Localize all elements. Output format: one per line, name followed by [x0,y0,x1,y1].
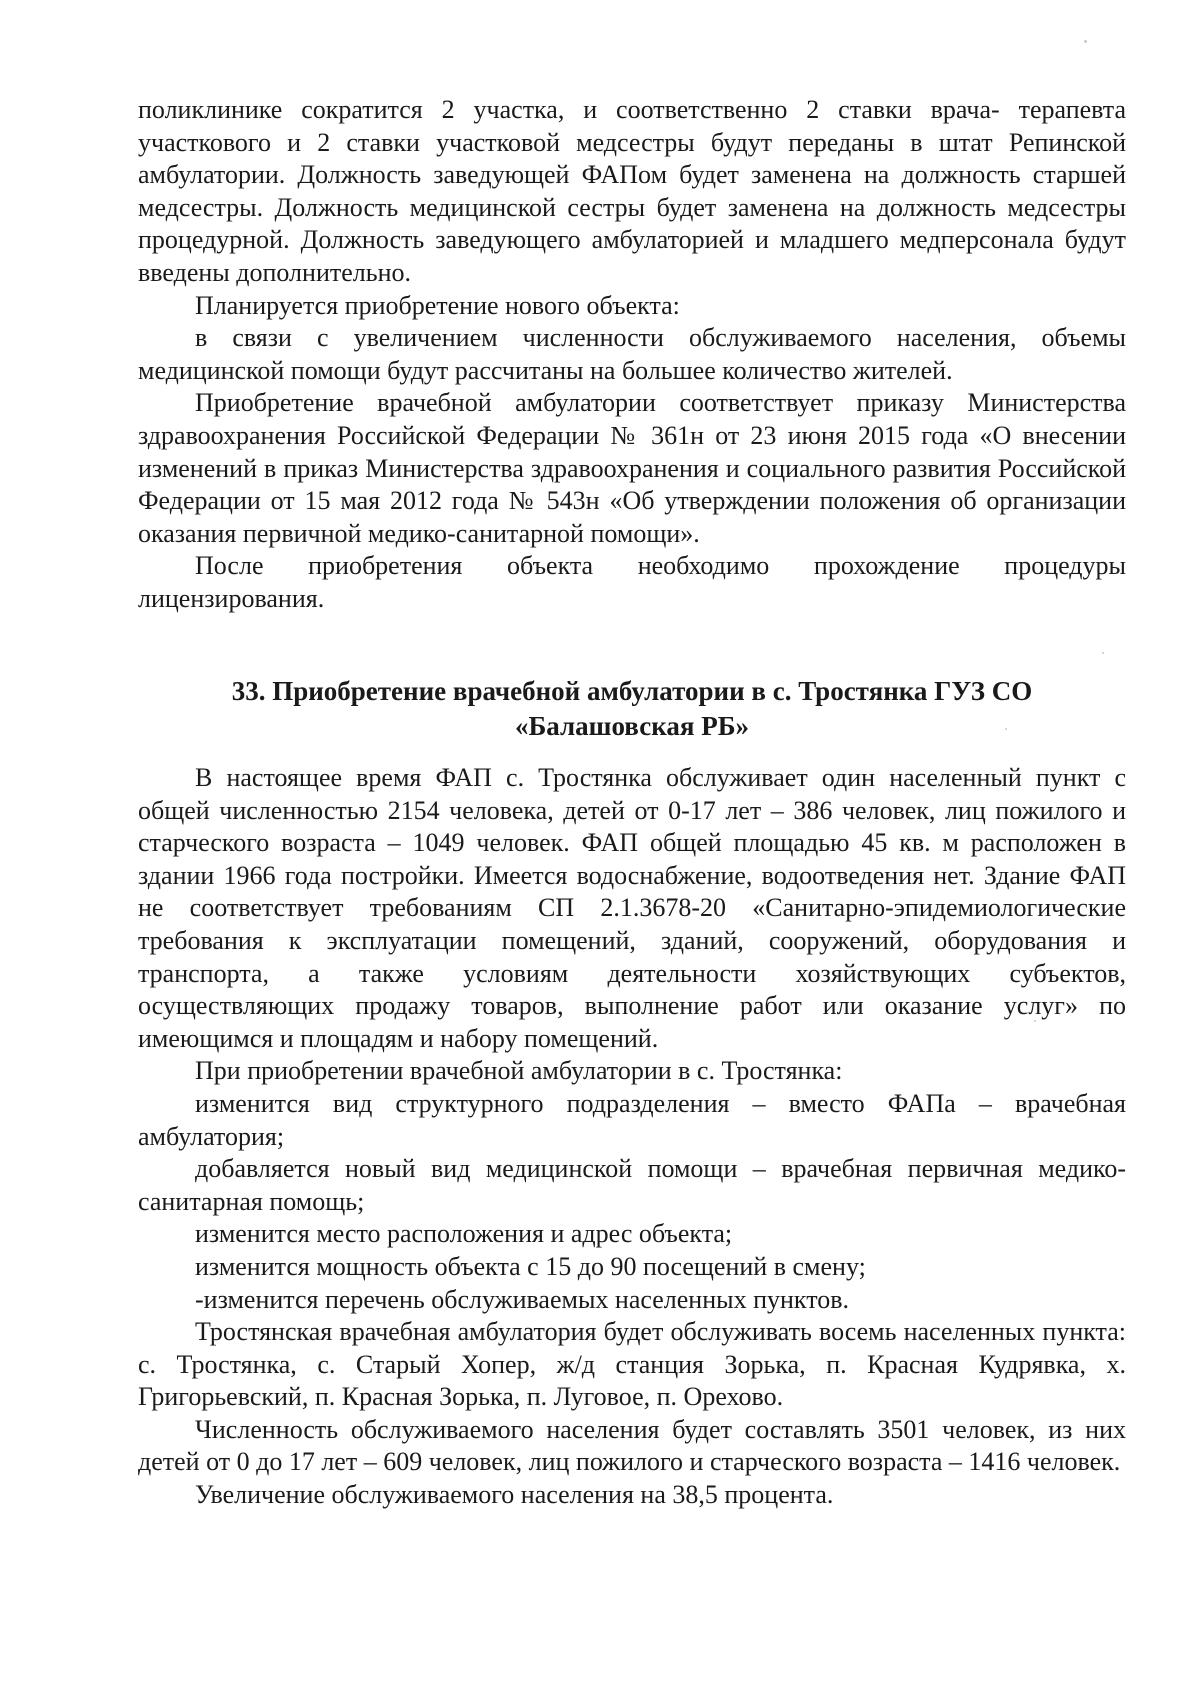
paragraph-ministry-order: Приобретение врачебной амбулатории соответствует приказу Министерства здравоохранения Российской Федерации № 361н от 23 июня 2015 года «О внесении изменений в приказ Министерства здравоохранения и социального развития Российской Федерации от 15 мая 2012 года № 543н «Об утверждении положения об организации оказания первичной медико-санитарной помощи». [138,388,1126,548]
scan-speck [1034,1020,1036,1022]
section-heading [138,674,1126,744]
paragraph-planned-acquisition: Планируется приобретение нового объекта: [195,290,680,320]
section-heading-line-1: 33. Приобретение врачебной амбулатории в с. Тростянка ГУЗ СО [231,676,1033,706]
paragraph-change-localities: -изменится перечень обслуживаемых населенных пунктов. [195,1284,849,1314]
paragraph-new-care-type: добавляется новый вид медицинской помощи – врачебная первичная медико-санитарная помощь; [138,1154,1126,1216]
paragraph-change-capacity: изменится мощность объекта с 15 до 90 посещений в смену; [195,1251,866,1281]
paragraph-change-unit-type: изменится вид структурного подразделения – вместо ФАПа – врачебная амбулатория; [138,1088,1126,1151]
paragraph-served-population: Численность обслуживаемого населения будет составлять 3501 человек, из них детей от 0 до 17 лет – 609 человек, лиц пожилого и старческого возраста – 1416 человек. [138,1414,1126,1477]
paragraph-licensing: После приобретения объекта необходимо прохождение процедуры лицензирования. [138,551,1126,613]
scan-speck [1084,40,1087,43]
paragraph-served-localities: Тростянская врачебная амбулатория будет обслуживать восемь населенных пункта: с. Тростянка, с. Старый Хопер, ж/д станция Зорька, п. Красная Кудрявка, х. Григорьевский, п. Красная Зорька, п. Луговое, п. Орехово. [138,1317,1126,1412]
paragraph-staff-changes: поликлинике сократится 2 участка, и соответственно 2 ставки врача- терапевта участкового и 2 ставки участковой медсестры будут переданы в штат Репинской амбулатории. Должность заведующей ФАПом будет заменена на должность старшей медсестры. Должность медицинской сестры будет заменена на должность медсестры процедурной. Должность заведующего амбулаторией и младшего медперсонала будут введены дополнительно. [138,95,1126,287]
text-block-top [138,94,1126,616]
paragraph-population-growth: Увеличение обслуживаемого населения на 38,5 процента. [195,1480,834,1510]
paragraph-change-location: изменится место расположения и адрес объекта; [195,1219,733,1249]
paragraph-population-increase: в связи с увеличением численности обслуживаемого населения, объемы медицинской помощи будут рассчитаны на большее количество жителей. [138,323,1126,385]
scan-speck [1102,652,1104,654]
paragraph-upon-acquisition: При приобретении врачебной амбулатории в с. Тростянка: [195,1056,843,1086]
section-heading-line-2: «Балашовская РБ» [514,711,750,741]
paragraph-current-state: В настоящее время ФАП с. Тростянка обслуживает один населенный пункт с общей численностью 2154 человека, детей от 0-17 лет – 386 человек, лиц пожилого и старческого возраста – 1049 человек. ФАП общей площадью 45 кв. м расположен в здании 1966 года постройки. Имеется водоснабжение, водоотведения нет. Здание ФАП не соответствует требованиям СП 2.1.3678-20 «Санитарно-эпидемиологические требования к эксплуатации помещений, зданий, сооружений, оборудования и транспорта, а также условиям деятельности хозяйствующих субъектов, осуществляющих продажу товаров, выполнение работ или оказание услуг» по имеющимся и площадям и набору помещений. [138,763,1126,1053]
scan-speck [1005,728,1007,730]
text-block-bottom [138,762,1126,1512]
